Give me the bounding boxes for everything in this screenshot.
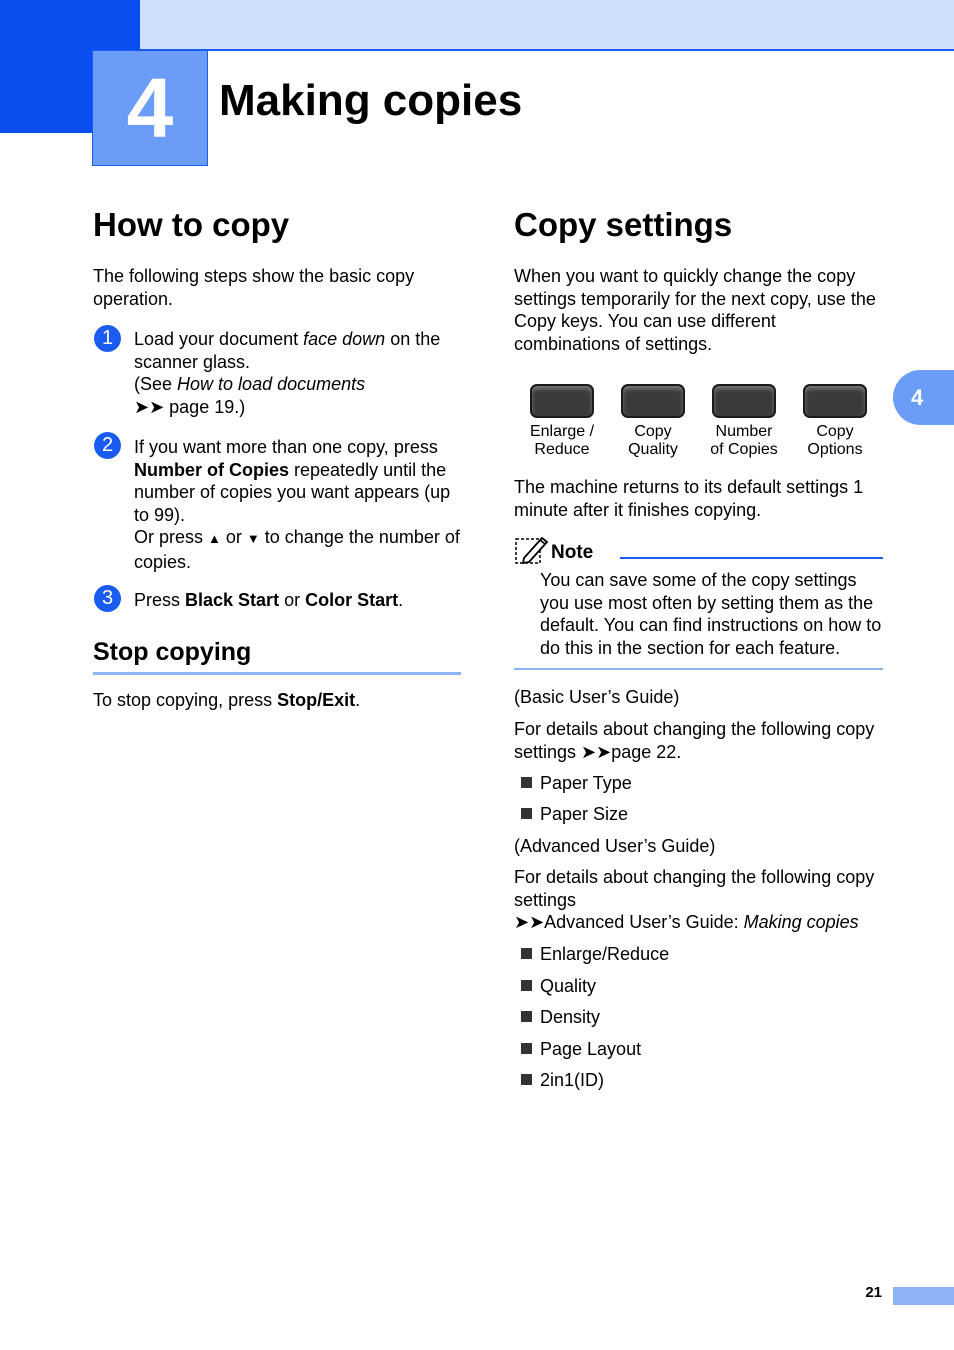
key-button-shape[interactable] <box>712 384 776 418</box>
key-label: Copy Options <box>807 423 863 458</box>
page-ref-link[interactable]: ➤➤ page 19.) <box>134 396 246 417</box>
step-1-text: Load your document face down on the scanner glass. (See How to load documents ➤➤ page 19.) <box>134 329 441 417</box>
key-button-shape[interactable] <box>803 384 867 418</box>
copy-quality-key[interactable] <box>613 384 693 459</box>
basic-guide-label: (Basic User’s Guide) <box>514 687 680 707</box>
number-of-copies-key[interactable] <box>704 384 784 459</box>
bullet-icon <box>521 1074 532 1085</box>
list-item: Enlarge/Reduce <box>540 944 670 964</box>
bullet-icon <box>521 1011 532 1022</box>
key-label: Number of Copies <box>710 423 778 458</box>
bullet-icon <box>521 808 532 819</box>
how-to-copy-intro: The following steps show the basic copy operation. <box>93 266 415 309</box>
basic-guide-details[interactable]: For details about changing the following copy settings ➤➤page 22. <box>514 719 875 762</box>
note-text: You can save some of the copy settings you use most often by setting them as the default. You can find instructions on how to do this in the section for each feature. <box>540 570 882 658</box>
key-label: Copy Quality <box>628 423 678 458</box>
bullet-icon <box>521 1043 532 1054</box>
copy-settings-intro: When you want to quickly change the copy settings temporarily for the next copy, use the Copy keys. You can use different combinations of settings. <box>514 266 876 354</box>
bullet-icon <box>521 777 532 788</box>
stop-copying-heading: Stop copying <box>93 638 252 666</box>
note-bottom-rule <box>514 668 883 670</box>
key-label: Enlarge / Reduce <box>529 423 595 458</box>
header-band <box>140 0 954 51</box>
page-number-bar <box>893 1287 954 1305</box>
step-3-text: Press Black Start or Color Start. <box>134 590 404 610</box>
advanced-guide-details[interactable]: For details about changing the following copy settings ➤➤Advanced User’s Guide: Making copies <box>514 867 875 932</box>
note-pencil-icon <box>514 534 550 566</box>
step-3-number: 3 <box>94 585 121 612</box>
key-button-shape[interactable] <box>621 384 685 418</box>
list-item: Paper Size <box>540 804 629 824</box>
list-item: Page Layout <box>540 1039 642 1059</box>
how-to-copy-heading: How to copy <box>93 206 290 243</box>
chapter-title: Making copies <box>219 76 523 125</box>
key-button-shape[interactable] <box>530 384 594 418</box>
page-number: 21 <box>865 1284 882 1301</box>
list-item: Density <box>540 1007 601 1027</box>
stop-copying-text: To stop copying, press Stop/Exit. <box>93 690 361 710</box>
note-top-rule <box>620 557 883 559</box>
list-item: Paper Type <box>540 773 632 793</box>
default-settings-text: The machine returns to its default settings 1 minute after it finishes copying. <box>514 477 864 520</box>
down-arrow-icon: ▼ <box>246 531 260 546</box>
step-2-text: If you want more than one copy, press Number of Copies repeatedly until the number of copies you want appears (up to 99). Or press ▲ or ▼ to change the number of copies. <box>134 437 460 572</box>
step-2-number: 2 <box>94 432 121 459</box>
up-arrow-icon: ▲ <box>208 531 221 546</box>
stop-copying-rule <box>93 672 461 675</box>
note-title: Note <box>551 542 594 563</box>
list-item: Quality <box>540 976 597 996</box>
bullet-icon <box>521 948 532 959</box>
copy-options-key[interactable] <box>795 384 875 459</box>
chapter-side-tab[interactable]: 4 <box>893 370 954 425</box>
bullet-icon <box>521 980 532 991</box>
list-item: 2in1(ID) <box>540 1070 605 1090</box>
enlarge-reduce-key[interactable] <box>522 384 602 459</box>
step-1-number: 1 <box>94 325 121 352</box>
advanced-guide-label: (Advanced User’s Guide) <box>514 836 716 856</box>
copy-settings-heading: Copy settings <box>514 206 733 243</box>
chapter-number: 4 <box>92 50 208 166</box>
